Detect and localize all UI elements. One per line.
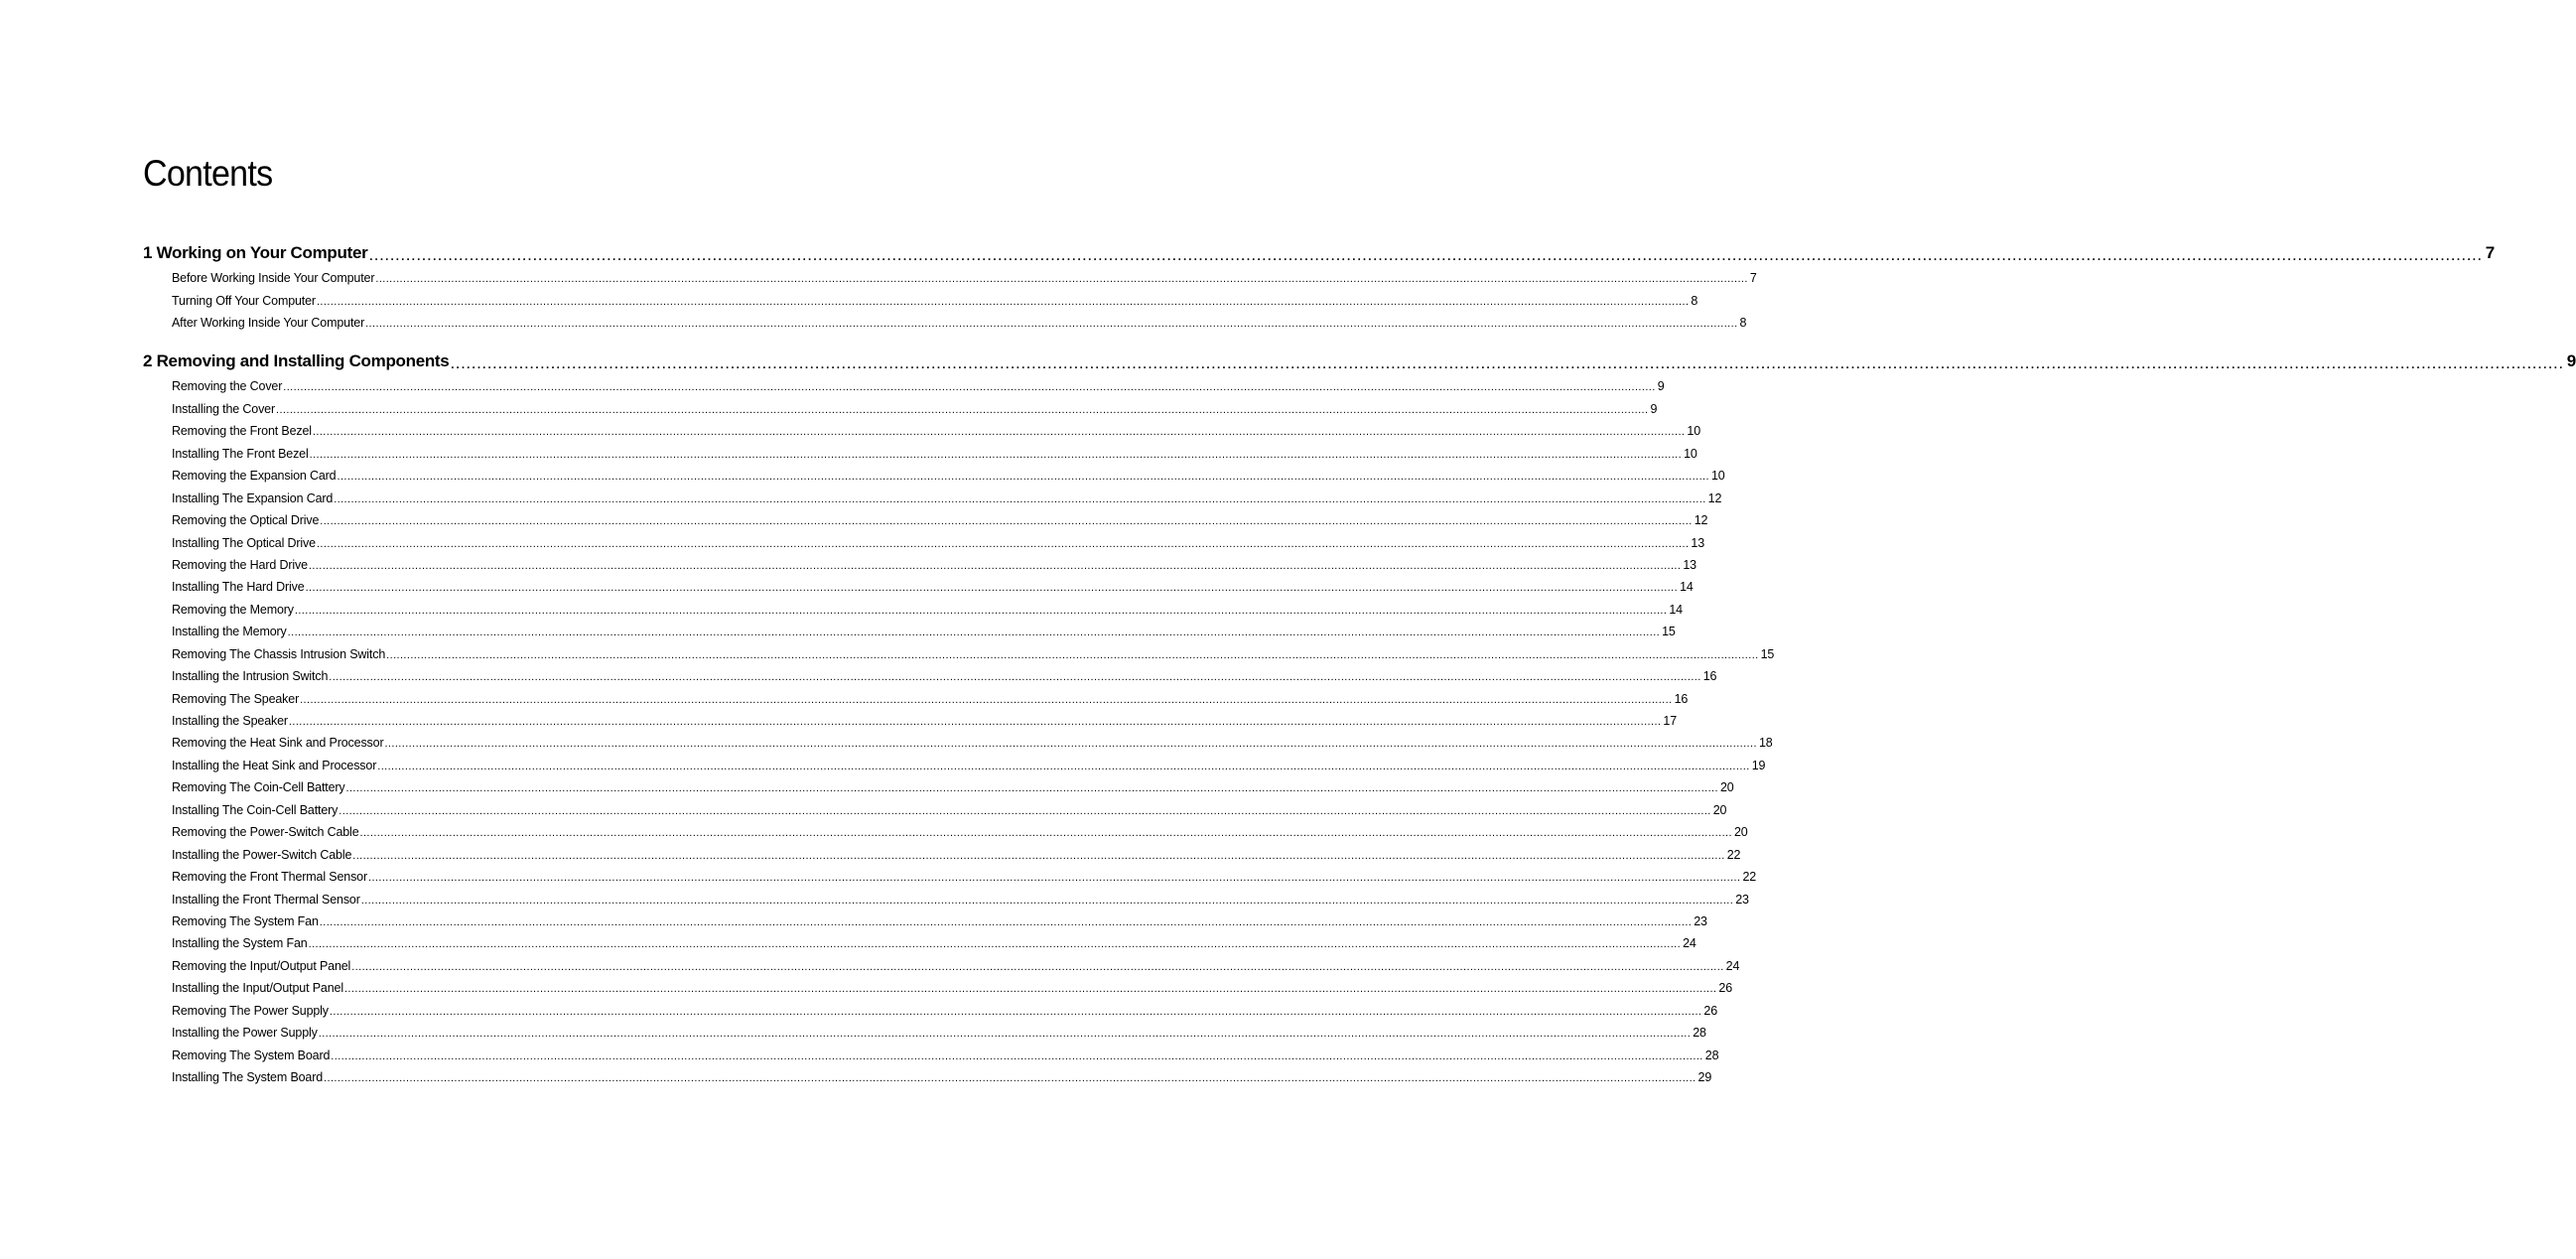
- list-item: [143, 750, 1766, 772]
- section-list: [143, 263, 1757, 331]
- toc-entry[interactable]: [172, 750, 1766, 772]
- toc-entry-label: Removing The Power Supply: [172, 1003, 329, 1018]
- toc-entry-label: Installing the Input/Output Panel: [172, 981, 343, 996]
- toc-entry-label: Removing the Cover: [172, 379, 283, 394]
- toc-entry-label: After Working Inside Your Computer: [172, 316, 365, 331]
- toc-entry-label: Removing the Expansion Card: [172, 469, 337, 484]
- toc-entry[interactable]: [172, 995, 1717, 1018]
- list-item: [143, 973, 1733, 996]
- dot-leader: ................................................................................................................................................................................................................................................................................................................................................................................................................: [294, 604, 1668, 617]
- toc-entry[interactable]: [172, 461, 1725, 484]
- list-item: [143, 1018, 1706, 1041]
- list-item: [143, 928, 1696, 951]
- dot-leader: ................................................................................................................................................................................................................................................................................................................................................................................................................: [352, 849, 1725, 862]
- toc-entry-page-number: 15: [1662, 625, 1676, 639]
- toc-entry-label: Installing The System Board: [172, 1070, 324, 1084]
- toc-entry[interactable]: [172, 263, 1757, 286]
- list-item: [143, 527, 1705, 550]
- dot-leader: ................................................................................................................................................................................................................................................................................................................................................................................................................: [316, 537, 1690, 550]
- toc-entry-page-number: 23: [1735, 892, 1749, 907]
- dot-leader: ................................................................................................................................................................................................................................................................................................................................................................................................................: [329, 1005, 1702, 1018]
- toc-entry-page-number: 8: [1691, 293, 1698, 308]
- toc-entry-page-number: 9: [1650, 401, 1658, 416]
- list-item: [143, 794, 1727, 817]
- list-item: [143, 308, 1747, 331]
- chapter-heading-label: 1 Working on Your Computer: [143, 243, 368, 262]
- toc-entry-label: Removing the Optical Drive: [172, 513, 320, 528]
- toc-entry-page-number: 22: [1726, 847, 1741, 862]
- toc-entry-label: Removing the Front Bezel: [172, 424, 312, 439]
- toc-entry-label: Installing The Expansion Card: [172, 490, 334, 505]
- dot-leader: ................................................................................................................................................................................................................................................................................................................................................................................................................: [339, 804, 1711, 817]
- list-item: [143, 371, 1665, 394]
- toc-chapter: [143, 350, 2576, 1084]
- toc-entry-label: Installing the Speaker: [172, 714, 288, 728]
- toc-entry[interactable]: [172, 817, 1748, 840]
- toc-entry[interactable]: [172, 416, 1700, 439]
- list-item: [143, 505, 1708, 528]
- list-item: [143, 862, 1757, 885]
- dot-leader: ................................................................................................................................................................................................................................................................................................................................................................................................................: [368, 872, 1741, 885]
- list-item: [143, 263, 1757, 286]
- list-item: [143, 461, 1725, 484]
- list-item: [143, 617, 1676, 639]
- dot-leader: ................................................................................................................................................................................................................................................................................................................................................................................................................: [351, 960, 1724, 973]
- chapter-heading-page-number: 7: [2485, 243, 2495, 262]
- toc-entry-label: Removing The Coin-Cell Battery: [172, 780, 345, 795]
- toc-entry-page-number: 14: [1680, 580, 1694, 595]
- dot-leader: ................................................................................................................................................................................................................................................................................................................................................................................................................: [331, 1049, 1703, 1062]
- toc-entry[interactable]: [172, 393, 1658, 416]
- toc-entry-page-number: 24: [1725, 958, 1740, 973]
- toc-entry[interactable]: [172, 728, 1773, 751]
- dot-leader: ................................................................................................................................................................................................................................................................................................................................................................................................................: [450, 353, 2564, 372]
- toc-entry-page-number: 8: [1739, 316, 1747, 331]
- toc-entry[interactable]: [172, 594, 1683, 617]
- toc-entry[interactable]: [172, 973, 1733, 996]
- toc-entry[interactable]: [172, 527, 1705, 550]
- toc-entry[interactable]: [172, 1018, 1706, 1041]
- toc-entry-page-number: 14: [1669, 602, 1683, 617]
- list-item: [143, 728, 1773, 751]
- toc-entry-label: Removing the Power-Switch Cable: [172, 825, 359, 840]
- toc-entry-label: Turning Off Your Computer: [172, 293, 316, 308]
- toc-entry-page-number: 26: [1718, 981, 1733, 996]
- dot-leader: ................................................................................................................................................................................................................................................................................................................................................................................................................: [305, 582, 1679, 595]
- dot-leader: ................................................................................................................................................................................................................................................................................................................................................................................................................: [377, 760, 1750, 772]
- list-item: [143, 416, 1700, 439]
- toc-entry[interactable]: [172, 572, 1694, 595]
- toc-entry-label: Removing the Input/Output Panel: [172, 958, 351, 973]
- toc-entry-page-number: 10: [1687, 424, 1700, 439]
- toc-entry[interactable]: [172, 772, 1734, 795]
- toc-entry[interactable]: [172, 661, 1717, 684]
- dot-leader: ................................................................................................................................................................................................................................................................................................................................................................................................................: [318, 1028, 1692, 1041]
- toc-entry-page-number: 9: [1657, 379, 1665, 394]
- dot-leader: ................................................................................................................................................................................................................................................................................................................................................................................................................: [308, 559, 1682, 572]
- toc-entry[interactable]: [172, 794, 1727, 817]
- list-item: [143, 950, 1740, 973]
- toc-entry-label: Installing the Power Supply: [172, 1026, 318, 1041]
- toc-entry-label: Removing The Chassis Intrusion Switch: [172, 646, 386, 661]
- toc-entry-page-number: 10: [1684, 446, 1697, 461]
- list-item: [143, 1062, 1712, 1084]
- list-item: [143, 884, 1749, 907]
- toc-entry[interactable]: [172, 371, 1665, 394]
- toc-entry-page-number: 10: [1710, 469, 1725, 484]
- toc-entry-page-number: 7: [1749, 271, 1757, 286]
- toc-entry[interactable]: [172, 839, 1741, 862]
- page-title: Contents: [143, 153, 273, 194]
- toc-entry[interactable]: [172, 617, 1676, 639]
- list-item: [143, 594, 1683, 617]
- dot-leader: ................................................................................................................................................................................................................................................................................................................................................................................................................: [319, 915, 1693, 928]
- dot-leader: ................................................................................................................................................................................................................................................................................................................................................................................................................: [283, 381, 1656, 394]
- toc-entry-page-number: 28: [1704, 1048, 1719, 1062]
- toc-entry[interactable]: [172, 550, 1696, 572]
- toc-entry[interactable]: [172, 1062, 1712, 1084]
- toc-entry[interactable]: [172, 1040, 1719, 1062]
- chapter-heading-label: 2 Removing and Installing Components: [143, 351, 450, 370]
- toc-entry-label: Removing the Heat Sink and Processor: [172, 736, 384, 751]
- list-item: [143, 483, 1722, 505]
- dot-leader: ................................................................................................................................................................................................................................................................................................................................................................................................................: [300, 693, 1673, 706]
- toc-entry-page-number: 16: [1674, 691, 1689, 706]
- toc-entry-label: Installing The Front Bezel: [172, 446, 309, 461]
- toc-entry-page-number: 24: [1683, 936, 1696, 951]
- section-list: [143, 371, 1775, 1084]
- dot-leader: ................................................................................................................................................................................................................................................................................................................................................................................................................: [337, 471, 1709, 484]
- toc-entry[interactable]: [172, 285, 1698, 308]
- list-item: [143, 393, 1658, 416]
- dot-leader: ................................................................................................................................................................................................................................................................................................................................................................................................................: [375, 273, 1748, 286]
- toc-entry-page-number: 18: [1758, 736, 1773, 751]
- toc-entry[interactable]: [172, 308, 1747, 331]
- toc-entry-label: Installing the Intrusion Switch: [172, 669, 329, 684]
- list-item: [143, 683, 1689, 706]
- list-item: [143, 772, 1734, 795]
- toc-entry[interactable]: [172, 862, 1757, 885]
- toc-entry-label: Removing the Hard Drive: [172, 557, 308, 572]
- toc-entry-label: Installing The Optical Drive: [172, 535, 316, 550]
- toc-entry-label: Removing The System Fan: [172, 913, 319, 928]
- dot-leader: ................................................................................................................................................................................................................................................................................................................................................................................................................: [386, 648, 1759, 661]
- toc-entry-page-number: 23: [1694, 913, 1707, 928]
- dot-leader: ................................................................................................................................................................................................................................................................................................................................................................................................................: [320, 515, 1693, 528]
- toc-entry-page-number: 22: [1742, 870, 1757, 885]
- toc-entry-label: Installing the Memory: [172, 625, 287, 639]
- dot-leader: ................................................................................................................................................................................................................................................................................................................................................................................................................: [308, 938, 1682, 951]
- dot-leader: ................................................................................................................................................................................................................................................................................................................................................................................................................: [288, 716, 1662, 728]
- list-item: [143, 907, 1707, 928]
- dot-leader: ................................................................................................................................................................................................................................................................................................................................................................................................................: [334, 492, 1706, 505]
- list-item: [143, 706, 1677, 728]
- toc-entry-label: Installing the Power-Switch Cable: [172, 847, 352, 862]
- dot-leader: ................................................................................................................................................................................................................................................................................................................................................................................................................: [343, 983, 1717, 996]
- toc-entry-label: Removing The Speaker: [172, 691, 300, 706]
- toc-entry-page-number: 20: [1719, 780, 1734, 795]
- toc-entry-label: Installing The Hard Drive: [172, 580, 305, 595]
- dot-leader: ................................................................................................................................................................................................................................................................................................................................................................................................................: [384, 738, 1757, 751]
- dot-leader: ................................................................................................................................................................................................................................................................................................................................................................................................................: [309, 448, 1683, 461]
- list-item: [143, 438, 1697, 461]
- dot-leader: ................................................................................................................................................................................................................................................................................................................................................................................................................: [360, 894, 1734, 907]
- list-item: [143, 1040, 1719, 1062]
- toc-entry-page-number: 13: [1683, 557, 1696, 572]
- toc-entry-page-number: 13: [1691, 535, 1705, 550]
- dot-leader: ................................................................................................................................................................................................................................................................................................................................................................................................................: [287, 627, 1661, 639]
- toc-entry-page-number: 28: [1693, 1026, 1706, 1041]
- chapter-heading[interactable]: [143, 241, 2495, 264]
- list-item: [143, 550, 1696, 572]
- chapter-heading[interactable]: [143, 350, 2576, 372]
- list-item: [143, 995, 1717, 1018]
- toc-entry-label: Removing The System Board: [172, 1048, 331, 1062]
- toc-entry[interactable]: [172, 907, 1707, 928]
- dot-leader: ................................................................................................................................................................................................................................................................................................................................................................................................................: [368, 245, 2483, 264]
- toc-entry-label: Installing The Coin-Cell Battery: [172, 802, 339, 817]
- chapter-heading-page-number: 9: [2566, 351, 2576, 370]
- dot-leader: ................................................................................................................................................................................................................................................................................................................................................................................................................: [324, 1072, 1696, 1084]
- toc-entry-page-number: 19: [1751, 758, 1766, 772]
- toc-entry[interactable]: [172, 638, 1775, 661]
- toc-chapter: [143, 241, 2495, 331]
- toc-entry[interactable]: [172, 928, 1696, 951]
- list-item: [143, 839, 1741, 862]
- toc-entry[interactable]: [172, 505, 1708, 528]
- toc-entry-label: Before Working Inside Your Computer: [172, 271, 375, 286]
- toc-entry-page-number: 29: [1697, 1070, 1712, 1084]
- toc-entry-label: Installing the System Fan: [172, 936, 308, 951]
- list-item: [143, 817, 1748, 840]
- toc-entry-label: Installing the Cover: [172, 401, 276, 416]
- list-item: [143, 638, 1775, 661]
- dot-leader: ................................................................................................................................................................................................................................................................................................................................................................................................................: [345, 782, 1718, 795]
- toc-entry-page-number: 16: [1702, 669, 1717, 684]
- toc-entry[interactable]: [172, 706, 1677, 728]
- toc-entry-page-number: 15: [1760, 646, 1775, 661]
- toc-entry-label: Installing the Front Thermal Sensor: [172, 892, 360, 907]
- list-item: [143, 661, 1717, 684]
- toc-entry-page-number: 17: [1663, 714, 1677, 728]
- toc-entry[interactable]: [172, 884, 1749, 907]
- toc-entry-label: Removing the Memory: [172, 602, 294, 617]
- dot-leader: ................................................................................................................................................................................................................................................................................................................................................................................................................: [316, 295, 1690, 308]
- toc-entry[interactable]: [172, 438, 1697, 461]
- dot-leader: ................................................................................................................................................................................................................................................................................................................................................................................................................: [365, 318, 1738, 331]
- dot-leader: ................................................................................................................................................................................................................................................................................................................................................................................................................: [359, 827, 1732, 840]
- toc-entry[interactable]: [172, 483, 1722, 505]
- list-item: [143, 572, 1694, 595]
- list-item: [143, 285, 1698, 308]
- toc-entry[interactable]: [172, 950, 1740, 973]
- toc-entry-page-number: 20: [1712, 802, 1727, 817]
- toc-entry[interactable]: [172, 683, 1689, 706]
- toc-entry-page-number: 20: [1733, 825, 1748, 840]
- dot-leader: ................................................................................................................................................................................................................................................................................................................................................................................................................: [329, 671, 1701, 684]
- toc-entry-page-number: 12: [1707, 490, 1722, 505]
- toc-entry-page-number: 26: [1703, 1003, 1717, 1018]
- toc-entry-page-number: 12: [1694, 513, 1708, 528]
- dot-leader: ................................................................................................................................................................................................................................................................................................................................................................................................................: [276, 403, 1649, 416]
- toc-entry-label: Removing the Front Thermal Sensor: [172, 870, 367, 885]
- toc-entry-label: Installing the Heat Sink and Processor: [172, 758, 377, 772]
- dot-leader: ................................................................................................................................................................................................................................................................................................................................................................................................................: [312, 426, 1686, 439]
